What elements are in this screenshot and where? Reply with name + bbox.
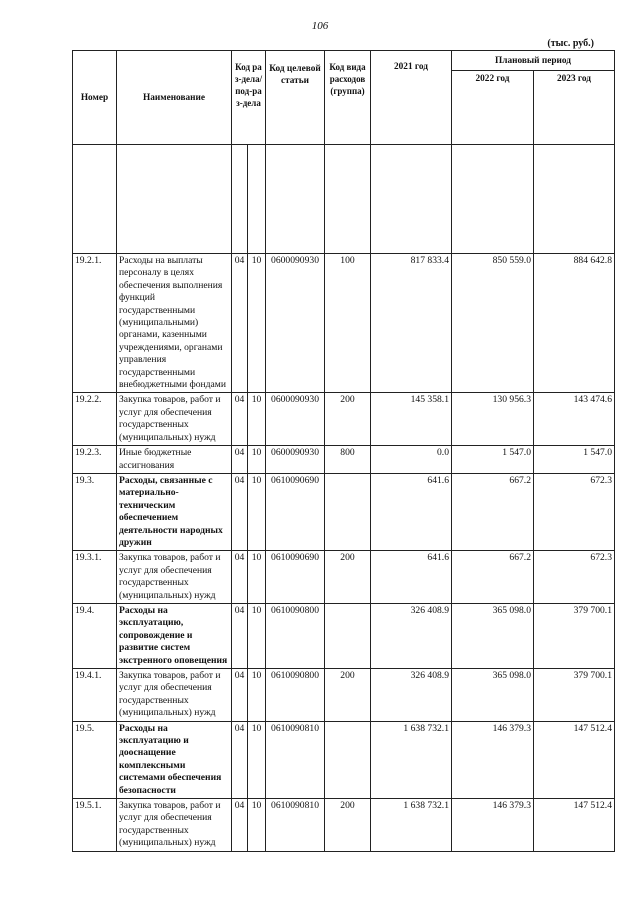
header-2021: 2021 год [371,51,452,145]
row-value-2022: 130 956.3 [452,393,534,446]
row-razdel: 04 [232,393,248,446]
row-name: Закупка товаров, работ и услуг для обеспечения государственных (муниципальных) нужд [117,393,232,446]
row-razdel: 04 [232,473,248,550]
row-value-2023: 672.3 [534,473,615,550]
row-number: 19.2.1. [73,254,117,393]
table-row [73,446,615,474]
row-podrazdel: 10 [248,473,266,550]
row-value-2022: 365 098.0 [452,603,534,668]
table-row [73,669,615,722]
row-razdel: 04 [232,603,248,668]
row-podrazdel: 10 [248,799,266,852]
row-expense-type: 200 [325,799,371,852]
header-spacer-row [73,145,615,254]
units-label: (тыс. руб.) [547,38,594,49]
row-name: Закупка товаров, работ и услуг для обеспечения государственных (муниципальных) нужд [117,551,232,604]
row-number: 19.3.1. [73,551,117,604]
table-body [73,145,615,852]
row-value-2021: 641.6 [371,551,452,604]
row-razdel: 04 [232,551,248,604]
row-value-2021: 1 638 732.1 [371,799,452,852]
row-number: 19.5.1. [73,799,117,852]
row-value-2021: 641.6 [371,473,452,550]
row-number: 19.3. [73,473,117,550]
row-value-2021: 326 408.9 [371,669,452,722]
row-number: 19.5. [73,721,117,798]
row-expense-type [325,721,371,798]
header-target-code: Код целевой статьи [266,51,325,145]
row-name: Расходы на выплаты персоналу в целях обеспечения выполнения функций государственными (муниципальными) органами, казенными учреждениями, органами управления государственными внебюджетными фондами [117,254,232,393]
row-target-code: 0610090800 [266,669,325,722]
row-podrazdel: 10 [248,254,266,393]
row-value-2022: 146 379.3 [452,721,534,798]
row-razdel: 04 [232,669,248,722]
row-razdel: 04 [232,721,248,798]
row-value-2023: 143 474.6 [534,393,615,446]
header-2023: 2023 год [534,71,615,145]
row-podrazdel: 10 [248,603,266,668]
row-expense-type: 200 [325,669,371,722]
row-target-code: 0610090800 [266,603,325,668]
table-row [73,254,615,393]
row-value-2023: 147 512.4 [534,721,615,798]
row-name: Расходы на эксплуатацию и дооснащение комплексными системами обеспечения безопасности [117,721,232,798]
row-value-2023: 379 700.1 [534,669,615,722]
row-value-2023: 379 700.1 [534,603,615,668]
row-expense-type [325,603,371,668]
row-value-2022: 365 098.0 [452,669,534,722]
row-value-2022: 1 547.0 [452,446,534,474]
row-name: Расходы, связанные с материально-техническим обеспечением деятельности народных дружин [117,473,232,550]
row-podrazdel: 10 [248,721,266,798]
row-value-2023: 1 547.0 [534,446,615,474]
row-target-code: 0600090930 [266,393,325,446]
table-row [73,393,615,446]
row-number: 19.2.2. [73,393,117,446]
row-value-2021: 817 833.4 [371,254,452,393]
row-razdel: 04 [232,254,248,393]
row-value-2022: 146 379.3 [452,799,534,852]
row-value-2021: 1 638 732.1 [371,721,452,798]
table-row [73,721,615,798]
row-name: Иные бюджетные ассигнования [117,446,232,474]
row-name: Закупка товаров, работ и услуг для обеспечения государственных (муниципальных) нужд [117,799,232,852]
table-row [73,473,615,550]
row-number: 19.4. [73,603,117,668]
row-target-code: 0610090690 [266,473,325,550]
row-target-code: 0600090930 [266,446,325,474]
table-row [73,799,615,852]
header-name: Наименование [117,51,232,145]
row-value-2023: 884 642.8 [534,254,615,393]
row-expense-type: 200 [325,393,371,446]
page-number: 106 [311,20,329,32]
row-value-2021: 145 358.1 [371,393,452,446]
row-target-code: 0610090810 [266,721,325,798]
row-podrazdel: 10 [248,551,266,604]
table-header [73,51,615,145]
row-razdel: 04 [232,799,248,852]
row-expense-type: 100 [325,254,371,393]
header-expense-type: Код вида расходов (группа) [325,51,371,145]
row-value-2022: 850 559.0 [452,254,534,393]
row-value-2023: 147 512.4 [534,799,615,852]
row-value-2022: 667.2 [452,473,534,550]
header-number: Номер [73,51,117,145]
header-section-code: Код раз-дела/ под-раз-дела [232,51,266,145]
row-value-2022: 667.2 [452,551,534,604]
row-podrazdel: 10 [248,393,266,446]
row-name: Закупка товаров, работ и услуг для обеспечения государственных (муниципальных) нужд [117,669,232,722]
table-row [73,551,615,604]
row-value-2021: 326 408.9 [371,603,452,668]
row-expense-type [325,473,371,550]
row-name: Расходы на эксплуатацию, сопровождение и развитие систем экстренного оповещения [117,603,232,668]
row-expense-type: 200 [325,551,371,604]
row-expense-type: 800 [325,446,371,474]
table-row [73,603,615,668]
row-value-2023: 672.3 [534,551,615,604]
header-2022: 2022 год [452,71,534,145]
header-plan-period: Плановый период [452,51,615,71]
row-number: 19.4.1. [73,669,117,722]
row-target-code: 0600090930 [266,254,325,393]
budget-table [72,50,615,852]
row-podrazdel: 10 [248,446,266,474]
row-podrazdel: 10 [248,669,266,722]
row-value-2021: 0.0 [371,446,452,474]
row-target-code: 0610090690 [266,551,325,604]
row-target-code: 0610090810 [266,799,325,852]
row-razdel: 04 [232,446,248,474]
row-number: 19.2.3. [73,446,117,474]
